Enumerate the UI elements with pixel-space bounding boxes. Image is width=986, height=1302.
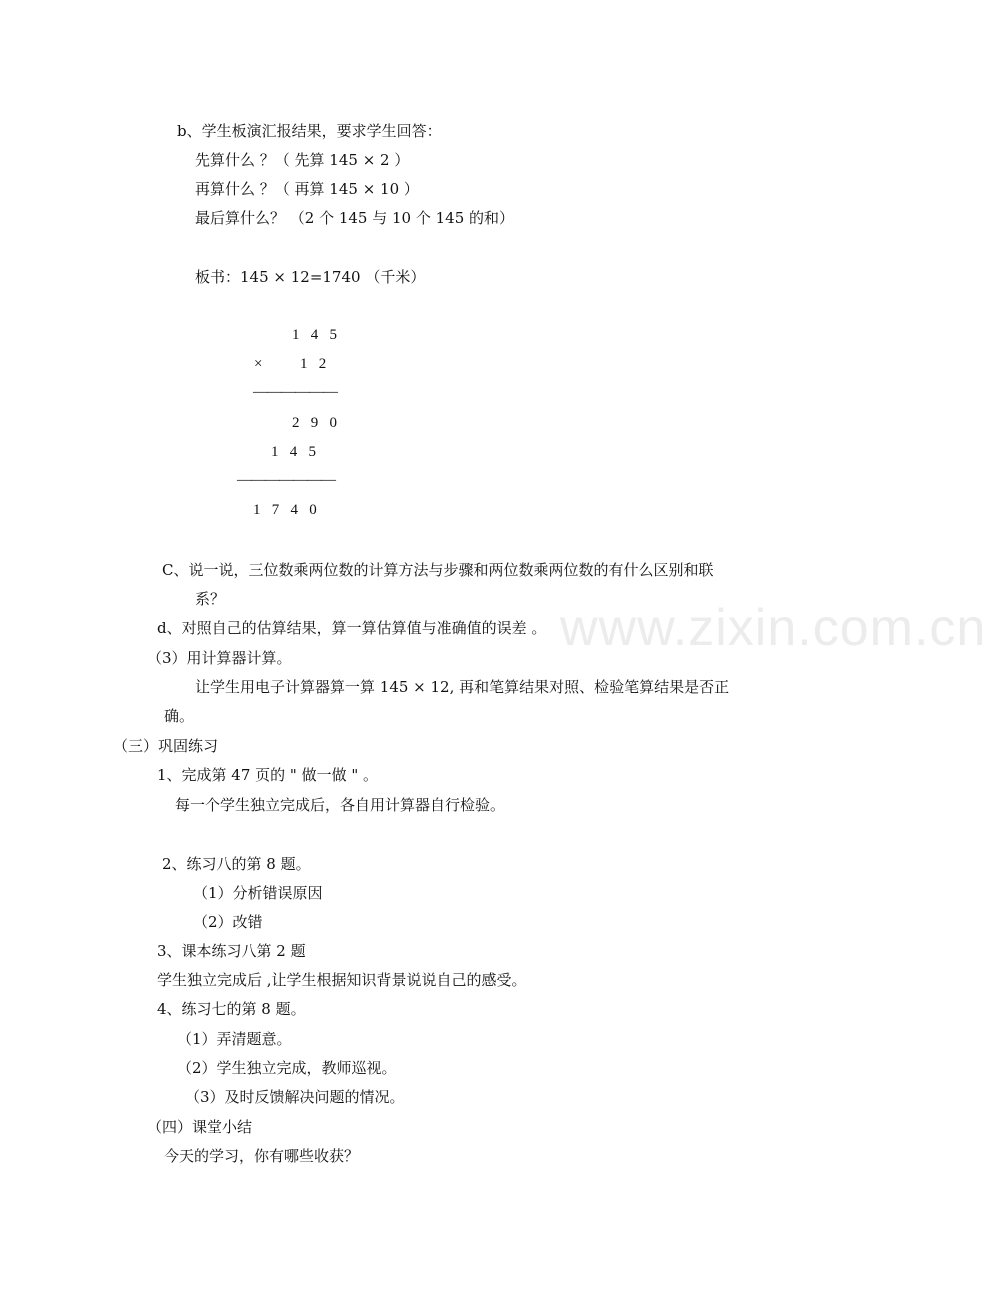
line-exercise-4: 4、练习七的第 8 题。 — [157, 1000, 306, 1018]
line-c-1: C、说一说，三位数乘两位数的计算方法与步骤和两位数乘两位数的有什么区别和联 — [162, 561, 714, 579]
calc-rule-bottom: ——————— — [237, 472, 335, 488]
line-exercise-3: 3、课本练习八第 2 题 — [157, 942, 306, 960]
line-exercise-4-c: （3）及时反馈解决问题的情况。 — [185, 1088, 405, 1106]
heading-section-4: （四）课堂小结 — [147, 1118, 253, 1136]
line-question-first: 先算什么 ？（ 先算 145 × 2 ） — [195, 151, 410, 169]
calc-row-multiplicand: 1 4 5 — [292, 327, 337, 343]
line-exercise-2-b: （2）改错 — [193, 913, 263, 931]
line-question-second: 再算什么 ？（ 再算 145 × 10 ） — [195, 180, 419, 198]
line-exercise-3-para: 学生独立完成后 ,让学生根据知识背景说说自己的感受。 — [157, 971, 527, 989]
line-step-3-para-1: 让学生用电子计算器算一算 145 × 12, 再和笔算结果对照、检验笔算结果是否正 — [195, 678, 730, 696]
line-question-last: 最后算什么？ （2 个 145 与 10 个 145 的和） — [195, 209, 515, 227]
heading-section-3: （三）巩固练习 — [113, 737, 219, 755]
calc-times-sign: × — [254, 356, 263, 372]
line-exercise-1: 1、完成第 47 页的 " 做一做 " 。 — [157, 766, 379, 784]
line-step-3-para-2: 确。 — [164, 707, 195, 725]
line-b-title: b、学生板演汇报结果，要求学生回答： — [177, 122, 442, 140]
line-exercise-4-b: （2）学生独立完成，教师巡视。 — [177, 1059, 397, 1077]
line-board: 板书：145 × 12=1740 （千米） — [195, 268, 426, 286]
calc-row-partial-1: 2 9 0 — [292, 415, 337, 431]
calc-row-product: 1 7 4 0 — [253, 502, 317, 518]
line-c-2: 系？ — [195, 590, 226, 608]
line-exercise-2-a: （1）分析错误原因 — [193, 884, 323, 902]
line-exercise-2: 2、练习八的第 8 题。 — [162, 855, 311, 873]
line-exercise-4-a: （1）弄清题意。 — [177, 1030, 292, 1048]
calc-rule-top: —————— — [253, 384, 337, 400]
watermark: www.zixin.com.cn — [560, 599, 986, 657]
calc-row-partial-2: 1 4 5 — [271, 444, 316, 460]
line-step-3: （3）用计算器计算。 — [147, 649, 292, 667]
line-exercise-1-para: 每一个学生独立完成后，各自用计算器自行检验。 — [175, 796, 506, 814]
line-section-4-para: 今天的学习，你有哪些收获？ — [164, 1147, 360, 1165]
calc-row-multiplier: 1 2 — [300, 356, 327, 372]
line-d: d、对照自己的估算结果，算一算估算值与准确值的误差 。 — [157, 619, 547, 637]
